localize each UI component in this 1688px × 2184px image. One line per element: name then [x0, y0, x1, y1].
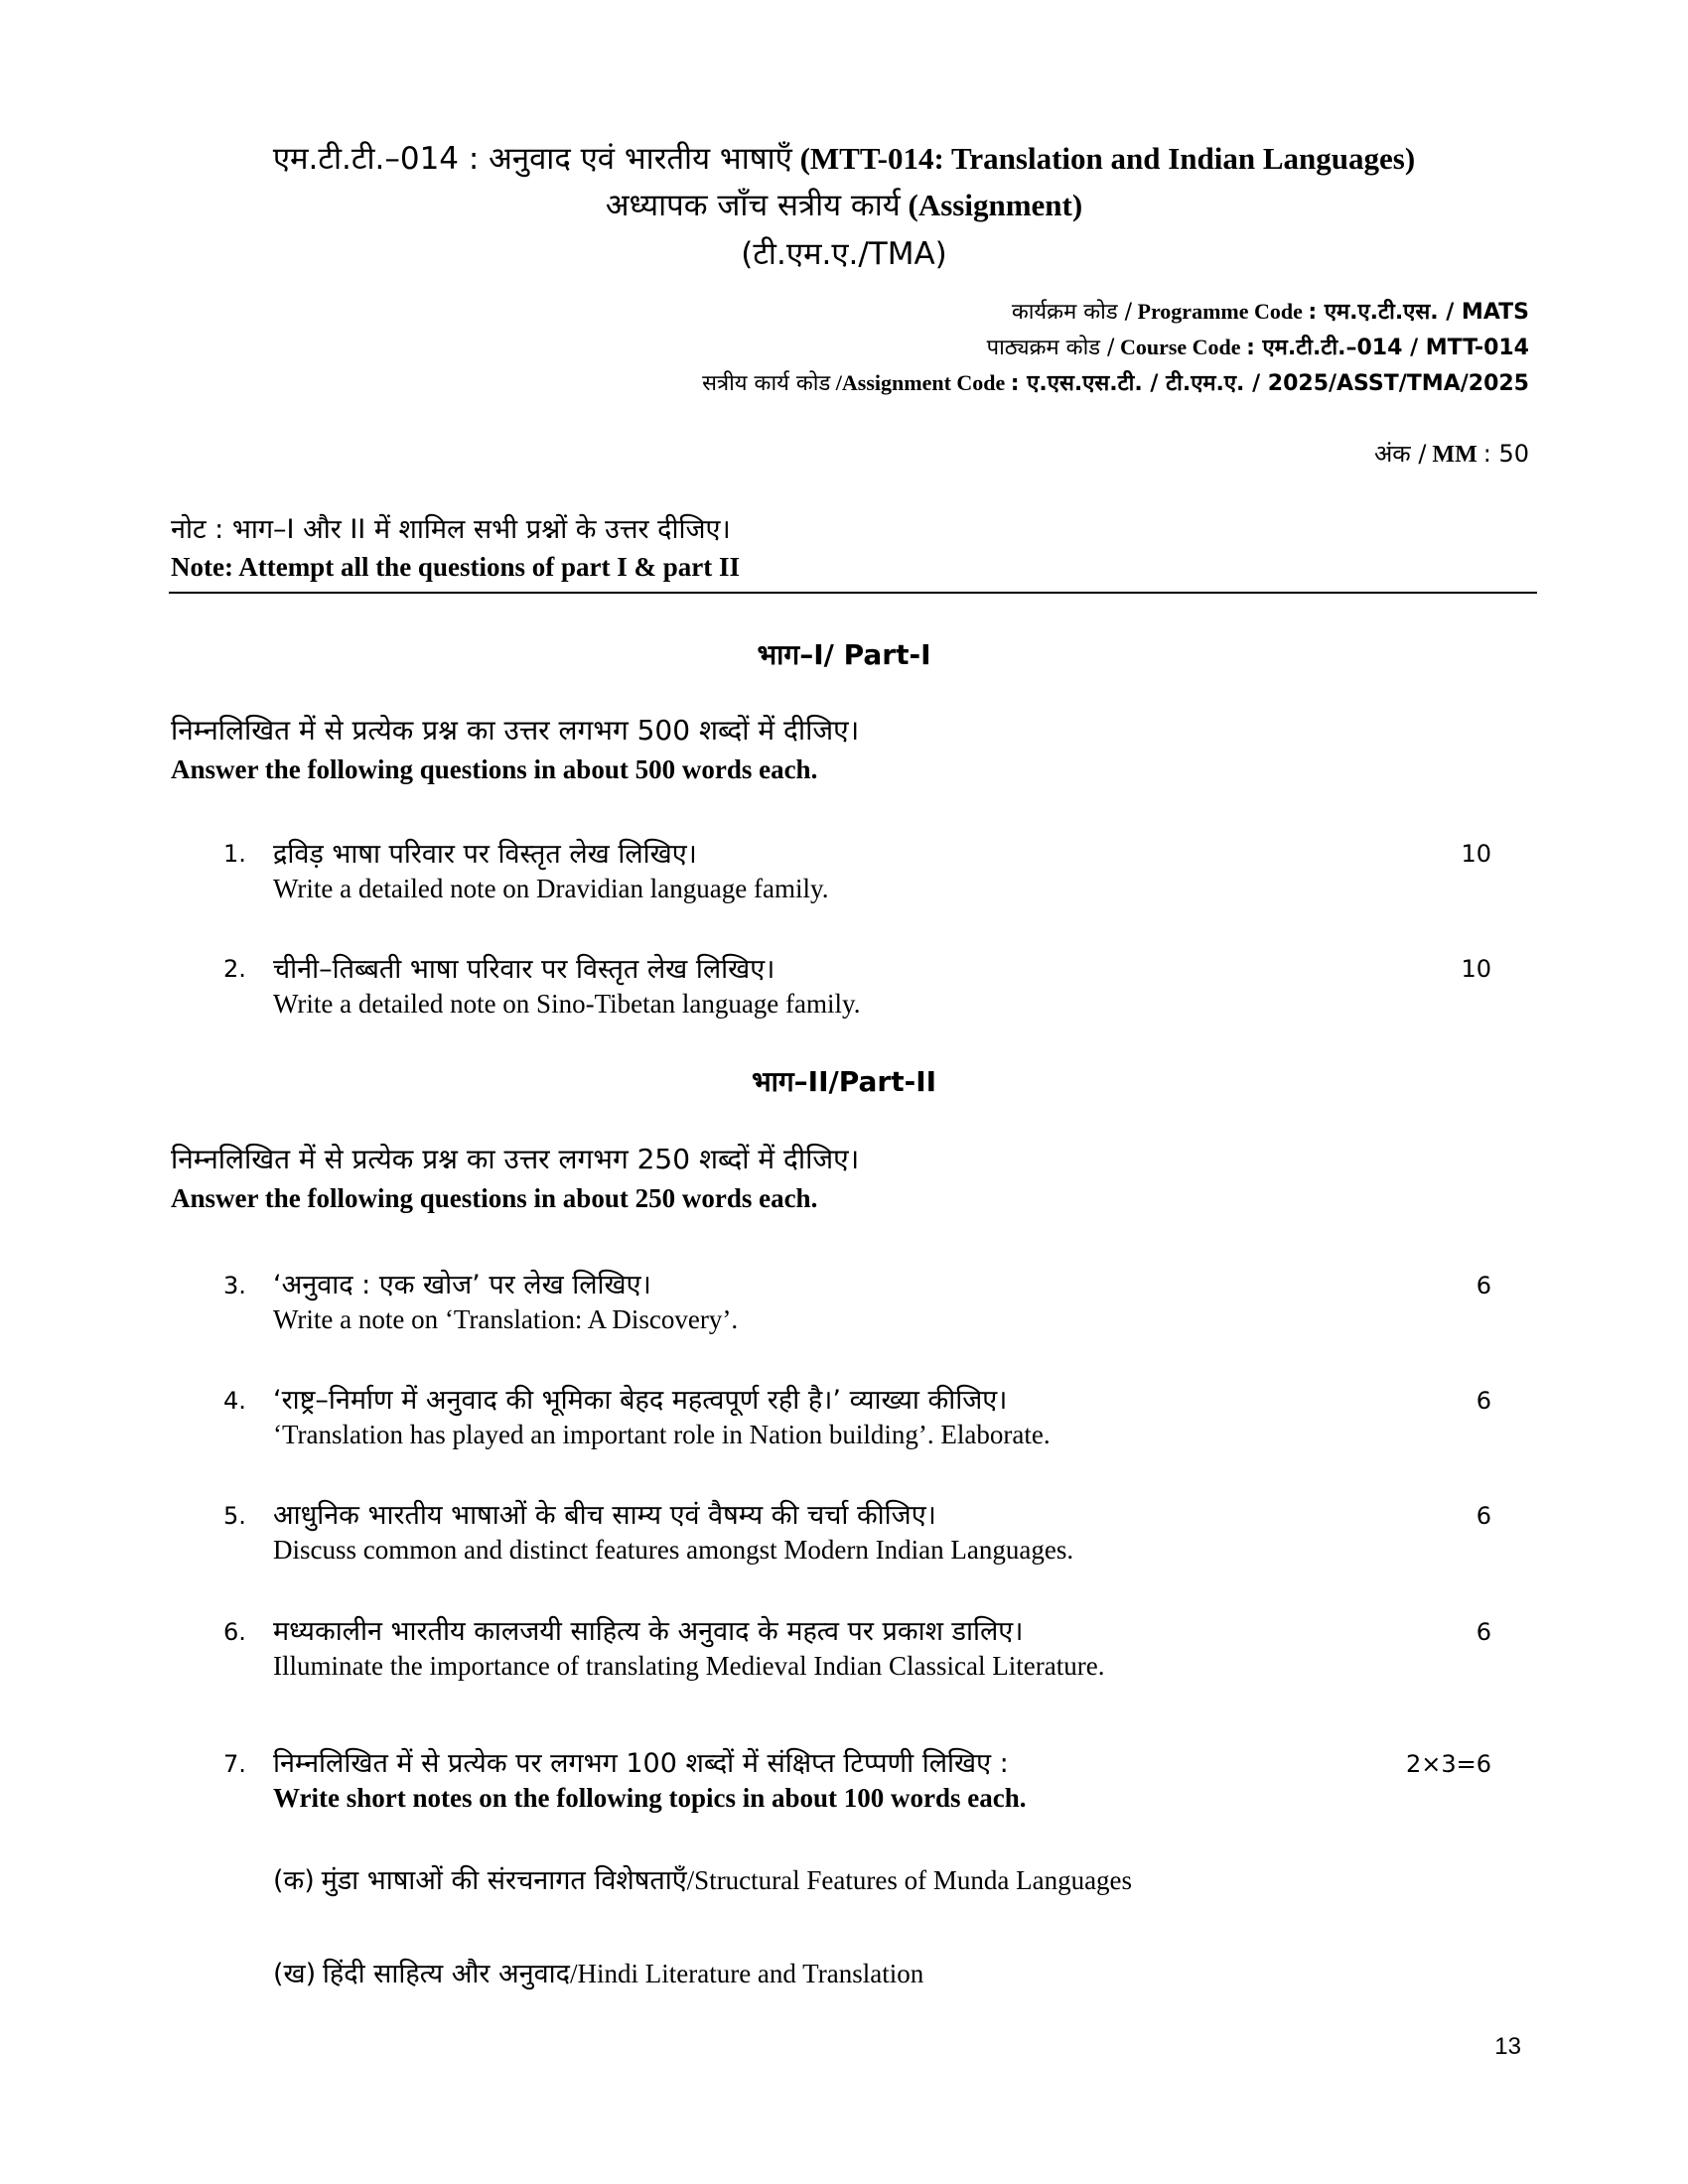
- question-marks: 6: [1476, 1502, 1491, 1530]
- subitem-text-english: /Hindi Literature and Translation: [570, 1959, 924, 1988]
- question-text-english: Write a detailed note on Sino-Tibetan language family.: [273, 989, 861, 1019]
- part2-instruction-english: Answer the following questions in about 250 words each.: [171, 1183, 818, 1213]
- part1-instruction-hindi: निम्नलिखित में से प्रत्येक प्रश्न का उत्तर लगभग 500 शब्दों में दीजिए।: [171, 714, 860, 747]
- programme-code-label-en: Programme Code: [1137, 299, 1303, 324]
- question-text-hindi: ‘अनुवाद : एक खोज’ पर लेख लिखिए।: [273, 1270, 651, 1300]
- part2-heading: [0, 1062, 1688, 1100]
- question-number: 1.: [223, 840, 246, 868]
- course-code-label-en: Course Code: [1119, 335, 1241, 359]
- title-hindi: एम.टी.टी.–014 : अनुवाद एवं भारतीय भाषाएँ: [272, 141, 792, 177]
- subitem-text-english: /Structural Features of Munda Languages: [686, 1865, 1133, 1895]
- max-marks-label-en: MM: [1432, 442, 1477, 468]
- max-marks: [1374, 437, 1529, 470]
- assignment-code-value: : ए.एस.एस.टी. / टी.एम.ए. / 2025/ASST/TMA/2025: [1010, 371, 1529, 396]
- question-marks: 6: [1476, 1618, 1491, 1646]
- question-marks: 6: [1476, 1272, 1491, 1299]
- question-number: 5.: [223, 1502, 246, 1530]
- assignment-code-label-hi: सत्रीय कार्य कोड: [702, 371, 831, 396]
- subtitle-english: (Assignment): [908, 188, 1083, 222]
- question-marks: 10: [1461, 955, 1491, 983]
- question-text-hindi: द्रविड़ भाषा परिवार पर विस्तृत लेख लिखिए।: [273, 839, 697, 870]
- divider-line: [169, 592, 1537, 594]
- subitem-label: (क): [273, 1865, 315, 1896]
- question-number: 7.: [223, 1750, 246, 1778]
- subitem-text-hindi: मुंडा भाषाओं की संरचनागत विशेषताएँ: [321, 1865, 687, 1896]
- programme-code-value: : एम.ए.टी.एस. / MATS: [1308, 300, 1529, 325]
- question-marks: 6: [1476, 1387, 1491, 1415]
- subitem-ka: [273, 1860, 1132, 1897]
- programme-code: [1012, 296, 1529, 326]
- subitem-kha: [273, 1954, 923, 1990]
- note-hindi: नोट : भाग–I और II में शामिल सभी प्रश्नों के उत्तर दीजिए।: [171, 514, 731, 545]
- title-english: (MTT-014: Translation and Indian Languages): [799, 141, 1416, 176]
- subitem-label: (ख): [273, 1959, 317, 1989]
- question-number: 2.: [223, 955, 246, 983]
- tma-label: (टी.एम.ए./TMA): [741, 236, 947, 272]
- question-marks: 2×3=6: [1405, 1750, 1491, 1778]
- document-title: [0, 137, 1688, 179]
- note-english: Note: Attempt all the questions of part I & part II: [171, 552, 740, 582]
- course-code-value: : एम.टी.टी.–014 / MTT-014: [1246, 336, 1529, 360]
- part1-instruction-english: Answer the following questions in about 500 words each.: [171, 754, 818, 784]
- question-number: 4.: [223, 1387, 246, 1415]
- question-text-english: Write a note on ‘Translation: A Discovery’.: [273, 1304, 739, 1334]
- part2-instruction-hindi: निम्नलिखित में से प्रत्येक प्रश्न का उत्तर लगभग 250 शब्दों में दीजिए।: [171, 1143, 860, 1175]
- programme-code-label-hi: कार्यक्रम कोड /: [1011, 300, 1132, 325]
- question-text-hindi: आधुनिक भारतीय भाषाओं के बीच साम्य एवं वैषम्य की चर्चा कीजिए।: [273, 1500, 936, 1531]
- question-text-english: Illuminate the importance of translating Medieval Indian Classical Literature.: [273, 1651, 1105, 1681]
- max-marks-value: : 50: [1482, 440, 1529, 468]
- subtitle-hindi: अध्यापक जाँच सत्रीय कार्य: [605, 188, 901, 223]
- question-text-hindi: निम्नलिखित में से प्रत्येक पर लगभग 100 शब्दों में संक्षिप्त टिप्पणी लिखिए :: [273, 1748, 1009, 1779]
- course-code: [987, 332, 1529, 361]
- question-text-english: Discuss common and distinct features amongst Modern Indian Languages.: [273, 1535, 1074, 1565]
- question-text-english: Write short notes on the following topics in about 100 words each.: [273, 1783, 1027, 1813]
- part2-heading-text: भाग–II/Part-II: [751, 1065, 937, 1098]
- part1-heading: [0, 635, 1688, 673]
- question-text-english: ‘Translation has played an important role in Nation building’. Elaborate.: [273, 1420, 1051, 1449]
- question-text-hindi: चीनी–तिब्बती भाषा परिवार पर विस्तृत लेख लिखिए।: [273, 954, 775, 985]
- question-text-hindi: ‘राष्ट्र–निर्माण में अनुवाद की भूमिका बेहद महत्वपूर्ण रही है।’ व्याख्या कीजिए।: [273, 1385, 1008, 1416]
- question-marks: 10: [1461, 840, 1491, 868]
- page-number: 13: [1494, 2033, 1521, 2060]
- document-subtitle: [0, 184, 1688, 225]
- assignment-code: [702, 367, 1529, 397]
- max-marks-label-hi: अंक /: [1373, 440, 1427, 468]
- question-number: 3.: [223, 1272, 246, 1299]
- part1-heading-text: भाग–I/ Part-I: [757, 638, 931, 671]
- course-code-label-hi: पाठ्यक्रम कोड /: [986, 336, 1115, 360]
- subitem-text-hindi: हिंदी साहित्य और अनुवाद: [322, 1959, 570, 1989]
- question-text-english: Write a detailed note on Dravidian language family.: [273, 874, 829, 903]
- assignment-code-label-en: /Assignment Code: [835, 370, 1006, 395]
- question-text-hindi: मध्यकालीन भारतीय कालजयी साहित्य के अनुवाद के महत्व पर प्रकाश डालिए।: [273, 1616, 1024, 1647]
- question-number: 6.: [223, 1618, 246, 1646]
